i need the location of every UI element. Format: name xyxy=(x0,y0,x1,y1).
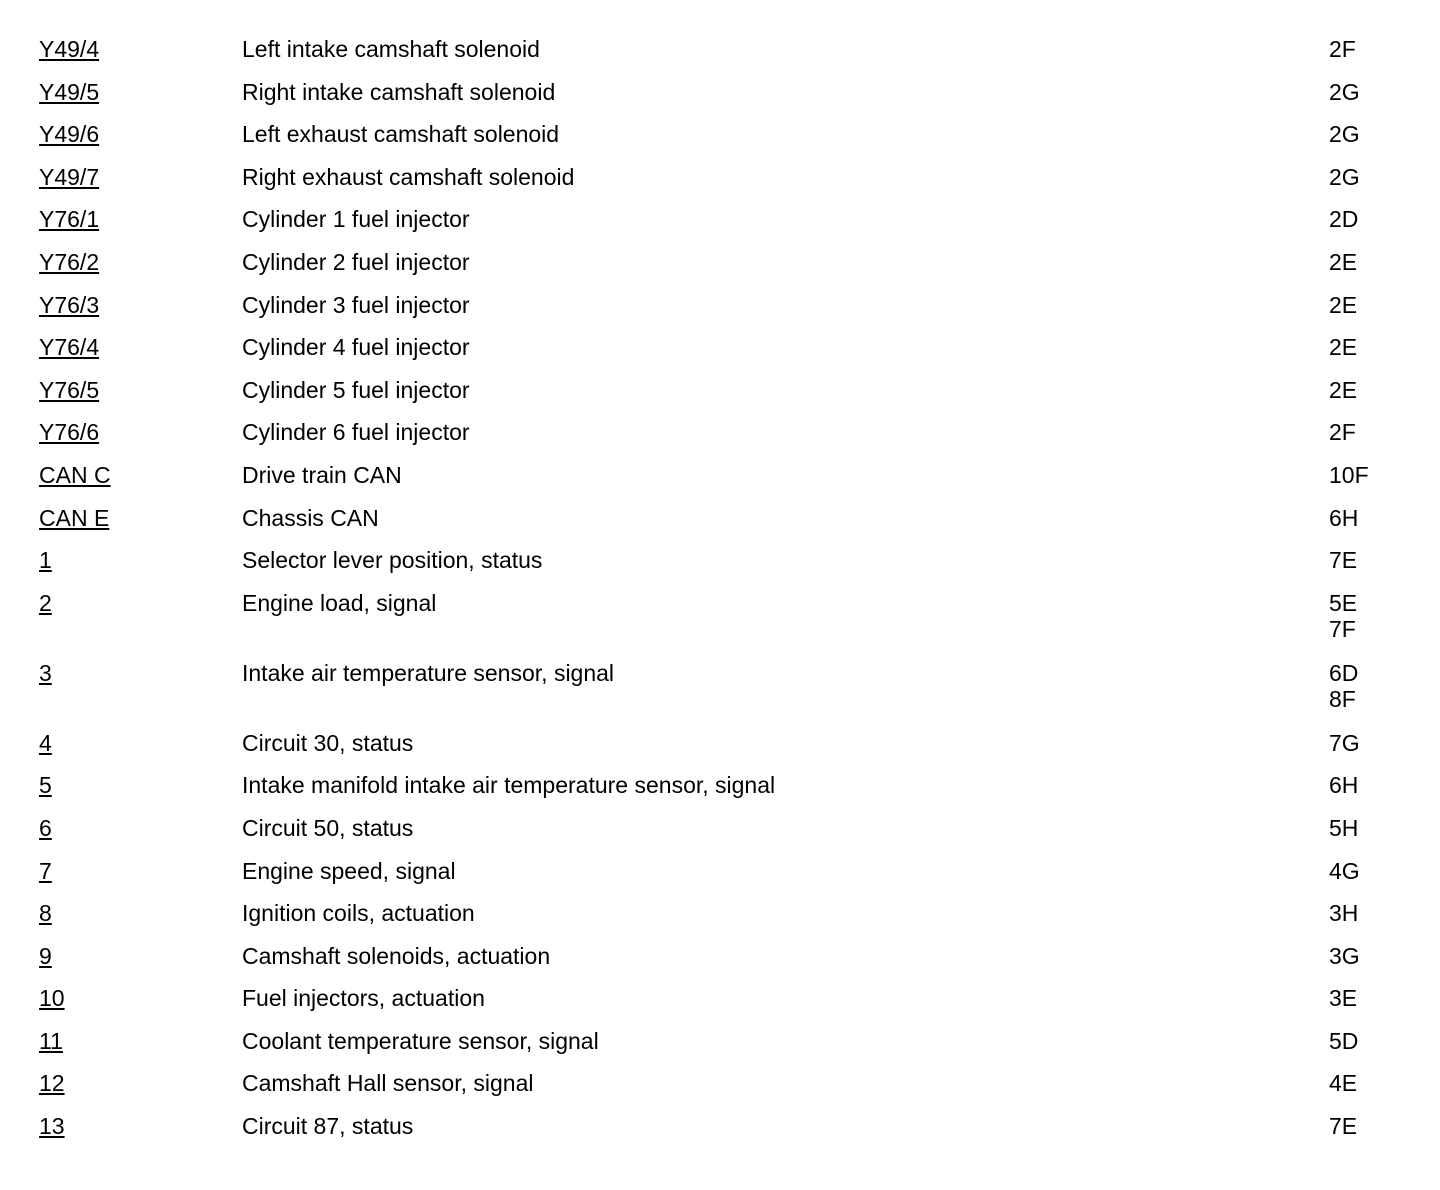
grid-reference: 5D xyxy=(1329,1027,1359,1054)
component-description: Intake manifold intake air temperature sensor, signal xyxy=(242,772,776,799)
component-code-link[interactable]: 10 xyxy=(39,985,65,1012)
component-description: Camshaft solenoids, actuation xyxy=(242,942,551,969)
grid-reference: 6H xyxy=(1329,772,1359,799)
grid-reference-list xyxy=(1329,660,1358,712)
component-code-link[interactable]: CAN C xyxy=(39,461,111,488)
legend-row xyxy=(0,36,1440,79)
legend-row xyxy=(0,249,1440,292)
grid-reference-list xyxy=(1329,249,1357,275)
component-code-link[interactable]: Y76/4 xyxy=(39,334,100,361)
legend-row xyxy=(0,462,1440,505)
grid-reference-list xyxy=(1329,419,1356,445)
grid-reference: 7E xyxy=(1329,1113,1358,1140)
component-description: Engine load, signal xyxy=(242,589,437,616)
legend-row xyxy=(0,985,1440,1028)
grid-reference: 2E xyxy=(1329,248,1358,275)
legend-row xyxy=(0,377,1440,420)
grid-reference: 2E xyxy=(1329,376,1358,403)
grid-reference: 2G xyxy=(1329,78,1360,105)
component-description: Right intake camshaft solenoid xyxy=(242,78,556,105)
grid-reference-list xyxy=(1329,206,1358,232)
component-description: Circuit 50, status xyxy=(242,814,414,841)
grid-reference-list xyxy=(1329,985,1357,1011)
grid-reference-list xyxy=(1329,730,1360,756)
component-code-link[interactable]: 7 xyxy=(39,857,52,884)
grid-reference-list xyxy=(1329,815,1358,841)
grid-reference: 2E xyxy=(1329,291,1358,318)
legend-row xyxy=(0,505,1440,548)
component-description: Right exhaust camshaft solenoid xyxy=(242,163,575,190)
component-code-link[interactable]: 9 xyxy=(39,942,52,969)
legend-row xyxy=(0,772,1440,815)
grid-reference-list xyxy=(1329,772,1358,798)
grid-reference: 2F xyxy=(1329,36,1356,62)
component-description: Engine speed, signal xyxy=(242,857,456,884)
grid-reference-list xyxy=(1329,121,1360,147)
component-description: Camshaft Hall sensor, signal xyxy=(242,1070,534,1097)
grid-reference-list xyxy=(1329,377,1357,403)
component-description: Drive train CAN xyxy=(242,461,402,488)
grid-reference-list xyxy=(1329,334,1357,360)
legend-row xyxy=(0,79,1440,122)
grid-reference-list xyxy=(1329,900,1358,926)
grid-reference-list xyxy=(1329,505,1358,531)
grid-reference: 5E xyxy=(1329,589,1358,616)
legend-row xyxy=(0,334,1440,377)
grid-reference-list xyxy=(1329,164,1360,190)
component-description: Intake air temperature sensor, signal xyxy=(242,659,615,686)
component-description: Cylinder 5 fuel injector xyxy=(242,376,470,403)
legend-row xyxy=(0,1070,1440,1113)
component-code-link[interactable]: Y76/1 xyxy=(39,206,100,233)
grid-reference: 6D xyxy=(1329,659,1359,686)
component-code-link[interactable]: CAN E xyxy=(39,504,110,531)
grid-reference: 2E xyxy=(1329,334,1358,361)
grid-reference-list xyxy=(1329,462,1369,488)
component-code-link[interactable]: 2 xyxy=(39,589,52,616)
grid-reference: 3E xyxy=(1329,985,1358,1012)
grid-reference: 7E xyxy=(1329,547,1358,574)
legend-row xyxy=(0,943,1440,986)
component-description: Chassis CAN xyxy=(242,504,379,531)
legend-row xyxy=(0,292,1440,335)
legend-row xyxy=(0,164,1440,207)
component-code-link[interactable]: Y76/2 xyxy=(39,248,100,275)
grid-reference: 6H xyxy=(1329,504,1359,531)
component-code-link[interactable]: Y49/4 xyxy=(39,36,100,62)
component-description: Left intake camshaft solenoid xyxy=(242,36,540,62)
grid-reference: 2G xyxy=(1329,121,1360,148)
component-code-link[interactable]: Y76/5 xyxy=(39,376,100,403)
component-description: Cylinder 6 fuel injector xyxy=(242,419,470,446)
grid-reference-list xyxy=(1329,36,1356,62)
grid-reference: 5H xyxy=(1329,814,1359,841)
grid-reference-list xyxy=(1329,1028,1358,1054)
legend-row xyxy=(0,730,1440,773)
component-code-link[interactable]: 12 xyxy=(39,1070,65,1097)
component-description: Cylinder 2 fuel injector xyxy=(242,248,470,275)
component-description: Cylinder 1 fuel injector xyxy=(242,206,470,233)
component-code-link[interactable]: 1 xyxy=(39,547,52,574)
grid-reference-list xyxy=(1329,858,1360,884)
component-description: Circuit 30, status xyxy=(242,729,414,756)
grid-reference: 2D xyxy=(1329,206,1359,233)
grid-reference-list xyxy=(1329,292,1357,318)
component-description: Cylinder 3 fuel injector xyxy=(242,291,470,318)
legend-row xyxy=(0,1113,1440,1156)
grid-reference: 3H xyxy=(1329,900,1359,927)
component-code-link[interactable]: 3 xyxy=(39,659,52,686)
component-description: Circuit 87, status xyxy=(242,1113,414,1140)
grid-reference-list xyxy=(1329,1113,1357,1139)
grid-reference-list xyxy=(1329,943,1360,969)
component-code-link[interactable]: Y49/6 xyxy=(39,121,100,148)
legend-row xyxy=(0,1028,1440,1071)
component-code-link[interactable]: 8 xyxy=(39,900,52,927)
component-code-link[interactable]: 13 xyxy=(39,1113,65,1140)
grid-reference: 3G xyxy=(1329,942,1360,969)
grid-reference-list xyxy=(1329,79,1360,105)
grid-reference-list xyxy=(1329,590,1357,642)
legend-row xyxy=(0,206,1440,249)
grid-reference: 10F xyxy=(1329,461,1369,488)
component-description: Coolant temperature sensor, signal xyxy=(242,1027,599,1054)
grid-reference: 2G xyxy=(1329,163,1360,190)
grid-reference: 8F xyxy=(1329,685,1356,712)
grid-reference-list xyxy=(1329,547,1357,573)
legend-row xyxy=(0,858,1440,901)
component-code-link[interactable]: 6 xyxy=(39,814,52,841)
grid-reference: 7G xyxy=(1329,729,1360,756)
legend-row xyxy=(0,121,1440,164)
component-code-link[interactable]: 11 xyxy=(39,1027,63,1054)
grid-reference: 7F xyxy=(1329,615,1356,642)
legend-row xyxy=(0,590,1440,660)
legend-row xyxy=(0,660,1440,730)
component-code-link[interactable]: Y76/3 xyxy=(39,291,100,318)
component-code-link[interactable]: Y49/5 xyxy=(39,78,100,105)
component-code-link[interactable]: Y76/6 xyxy=(39,419,100,446)
component-description: Ignition coils, actuation xyxy=(242,900,475,927)
component-description: Cylinder 4 fuel injector xyxy=(242,334,470,361)
component-legend xyxy=(0,36,1440,1156)
component-description: Selector lever position, status xyxy=(242,547,543,574)
legend-row xyxy=(0,419,1440,462)
grid-reference: 2F xyxy=(1329,419,1356,446)
grid-reference-list xyxy=(1329,1070,1357,1096)
legend-row xyxy=(0,547,1440,590)
component-description: Left exhaust camshaft solenoid xyxy=(242,121,560,148)
grid-reference: 4E xyxy=(1329,1070,1358,1097)
grid-reference: 4G xyxy=(1329,857,1360,884)
component-code-link[interactable]: 4 xyxy=(39,729,52,756)
component-code-link[interactable]: 5 xyxy=(39,772,52,799)
component-code-link[interactable]: Y49/7 xyxy=(39,163,100,190)
legend-row xyxy=(0,900,1440,943)
legend-row xyxy=(0,815,1440,858)
component-description: Fuel injectors, actuation xyxy=(242,985,485,1012)
